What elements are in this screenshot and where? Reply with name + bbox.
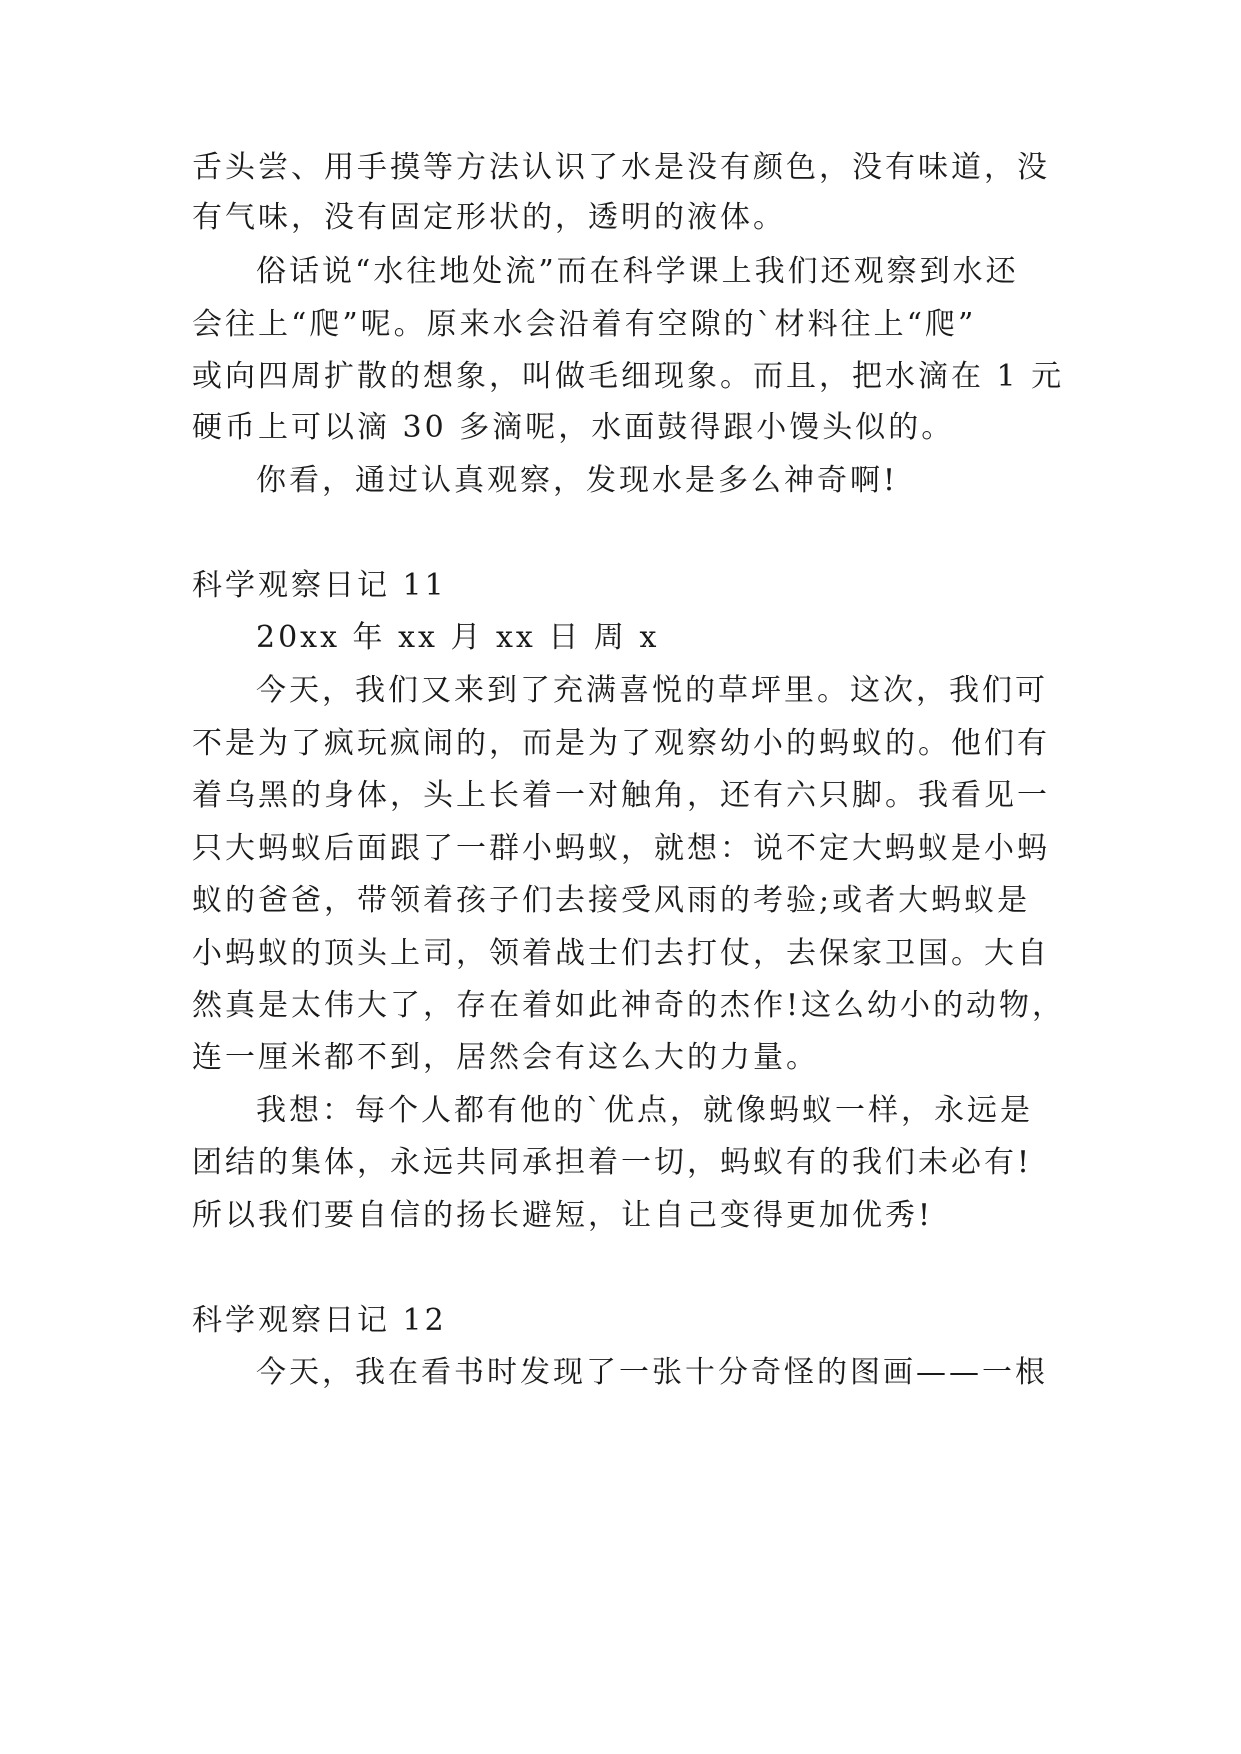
section-title: 科学观察日记 12	[192, 1303, 447, 1338]
paragraph-line: 今天，我在看书时发现了一张十分奇怪的图画——一根	[256, 1355, 1048, 1390]
paragraph-line: 或向四周扩散的想象，叫做毛细现象。而且，把水滴在 1 元	[192, 359, 1065, 394]
paragraph-line: 团结的集体，永远共同承担着一切，蚂蚁有的我们未必有!	[192, 1145, 1033, 1180]
paragraph-line: 会往上“爬”呢。原来水会沿着有空隙的`材料往上“爬”	[192, 307, 977, 342]
paragraph-line: 着乌黑的身体，头上长着一对触角，还有六只脚。我看见一	[192, 778, 1050, 813]
paragraph-line: 不是为了疯玩疯闹的，而是为了观察幼小的蚂蚁的。他们有	[192, 726, 1050, 761]
paragraph-line: 小蚂蚁的顶头上司，领着战士们去打仗，去保家卫国。大自	[192, 936, 1050, 971]
section-title: 科学观察日记 11	[192, 568, 447, 603]
paragraph-line: 硬币上可以滴 30 多滴呢，水面鼓得跟小馒头似的。	[192, 410, 955, 445]
paragraph-line: 俗话说“水往地处流”而在科学课上我们还观察到水还	[256, 254, 1019, 289]
paragraph-line: 今天，我们又来到了充满喜悦的草坪里。这次，我们可	[256, 673, 1048, 708]
paragraph-line: 所以我们要自信的扬长避短，让自己变得更加优秀!	[192, 1198, 934, 1233]
paragraph-line: 你看，通过认真观察，发现水是多么神奇啊!	[256, 463, 899, 498]
paragraph-line: 然真是太伟大了，存在着如此神奇的杰作!这么幼小的动物，	[192, 988, 1066, 1023]
paragraph-line: 有气味，没有固定形状的，透明的液体。	[192, 200, 786, 235]
paragraph-line: 只大蚂蚁后面跟了一群小蚂蚁，就想：说不定大蚂蚁是小蚂	[192, 831, 1050, 866]
paragraph-line: 连一厘米都不到，居然会有这么大的力量。	[192, 1040, 819, 1075]
paragraph-line: 蚁的爸爸，带领着孩子们去接受风雨的考验;或者大蚂蚁是	[192, 883, 1031, 918]
paragraph-line: 我想：每个人都有他的`优点，就像蚂蚁一样，永远是	[256, 1093, 1033, 1128]
diary-date: 20xx 年 xx 月 xx 日 周 x	[256, 620, 660, 655]
paragraph-line: 舌头尝、用手摸等方法认识了水是没有颜色，没有味道，没	[192, 150, 1050, 185]
